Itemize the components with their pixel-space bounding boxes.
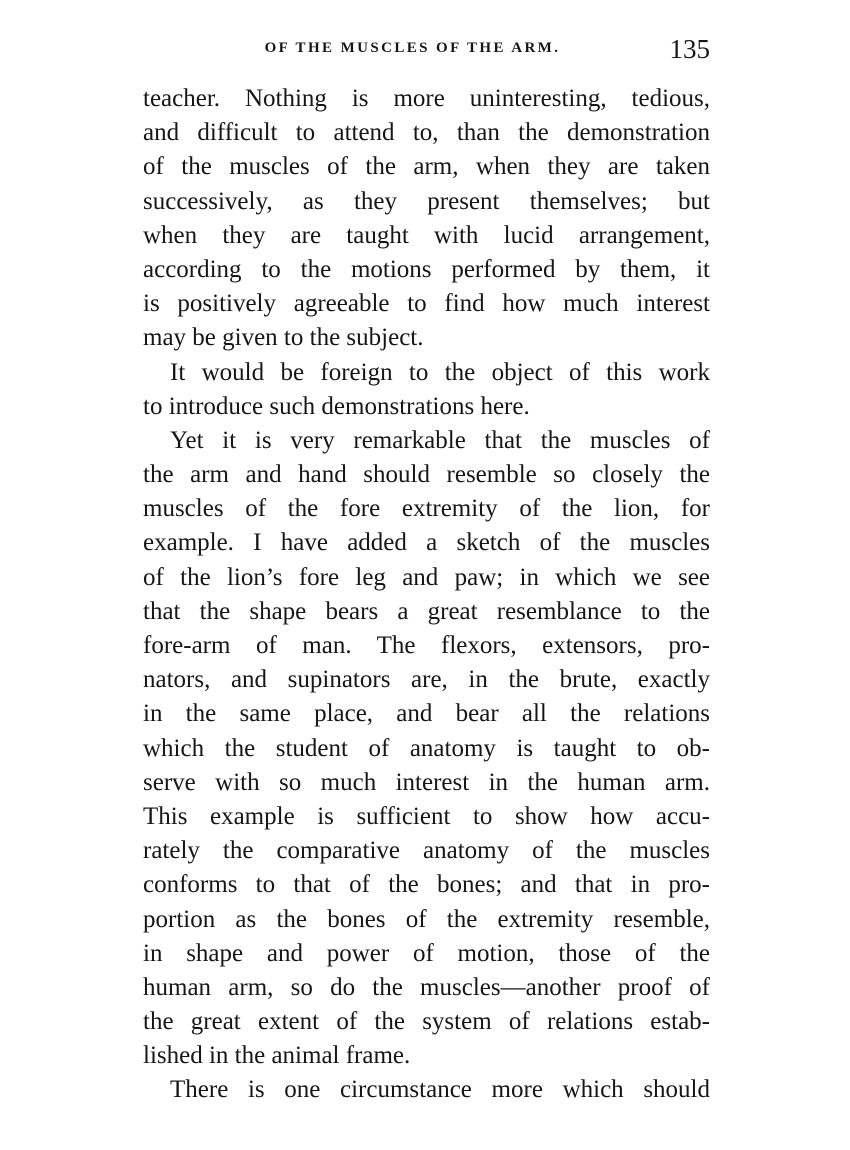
text-line: muscles of the fore extremity of the lion, for	[143, 495, 710, 523]
text-line: in shape and power of motion, those of the	[143, 939, 710, 967]
text-line: serve with so much interest in the human arm.	[143, 768, 710, 796]
text-line: rately the comparative anatomy of the muscles	[143, 837, 710, 865]
text-line: lished in the animal frame.	[143, 1042, 411, 1070]
text-line: teacher. Nothing is more uninteresting, tedious,	[143, 85, 710, 112]
text-line: when they are taught with lucid arrangement,	[143, 221, 710, 249]
text-line: This example is sufficient to show how accu-	[143, 802, 710, 830]
running-head	[143, 34, 710, 68]
text-line: conforms to that of the bones; and that in pro-	[143, 871, 710, 899]
text-line: portion as the bones of the extremity resemble,	[143, 905, 710, 933]
text-line: of the muscles of the arm, when they are taken	[143, 153, 710, 181]
text-line: of the lion’s fore leg and paw; in which we see	[143, 563, 710, 591]
text-line: fore-arm of man. The flexors, extensors, pro-	[143, 632, 710, 659]
body-text	[143, 82, 710, 1108]
text-line: There is one circumstance more which should	[170, 1076, 710, 1104]
text-line: human arm, so do the muscles—another proof of	[143, 973, 710, 1001]
text-line: according to the motions performed by them, it	[143, 255, 710, 283]
text-line: that the shape bears a great resemblance to the	[143, 597, 710, 625]
text-line: It would be foreign to the object of this work	[170, 358, 710, 386]
text-line: successively, as they present themselves; but	[143, 187, 710, 215]
text-line: to introduce such demonstrations here.	[143, 392, 530, 420]
page-number: 135	[669, 34, 710, 64]
text-line: the arm and hand should resemble so closely the	[143, 461, 710, 489]
text-line: in the same place, and bear all the relations	[143, 700, 710, 728]
running-title: OF THE MUSCLES OF THE ARM.	[264, 40, 561, 56]
text-line: Yet it is very remarkable that the muscles of	[170, 426, 710, 454]
text-line: and difficult to attend to, than the demonstration	[143, 119, 710, 147]
text-line: the great extent of the system of relations estab-	[143, 1008, 710, 1036]
text-line: nators, and supinators are, in the brute, exactly	[143, 666, 710, 694]
text-line: may be given to the subject.	[143, 324, 424, 352]
text-line: which the student of anatomy is taught to ob-	[143, 734, 710, 762]
text-line: example. I have added a sketch of the muscles	[143, 529, 710, 557]
text-line: is positively agreeable to find how much interest	[143, 290, 710, 318]
